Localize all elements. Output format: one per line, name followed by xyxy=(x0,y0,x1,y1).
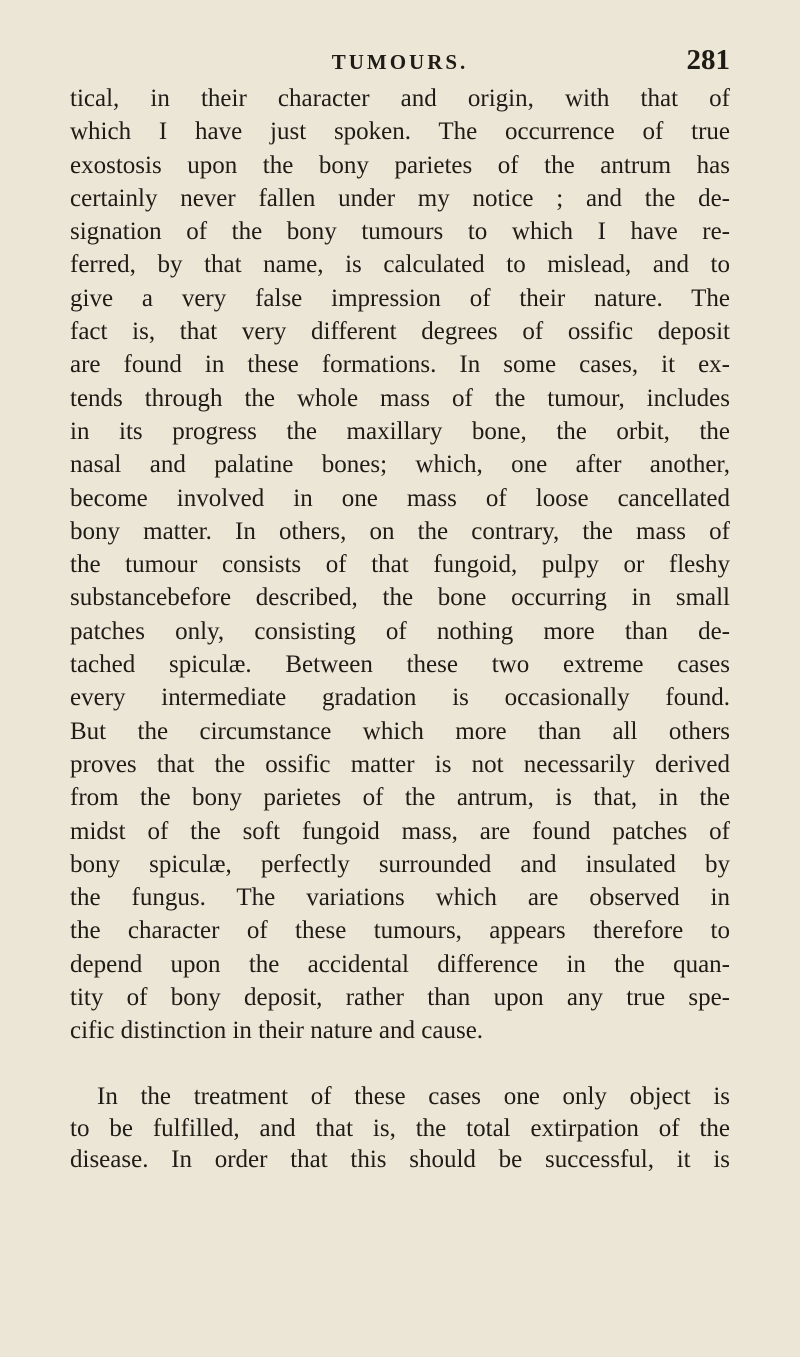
text-line: the character of these tumours, appears therefore to xyxy=(70,917,730,945)
text-line: certainly never fallen under my notice ; and the de- xyxy=(70,184,730,212)
page-number: 281 xyxy=(686,44,730,76)
text-line: are found in these formations. In some cases, it ex- xyxy=(70,351,730,379)
text-line: tity of bony deposit, rather than upon any true spe- xyxy=(70,984,730,1012)
text-line: tical, in their character and origin, with that of xyxy=(70,85,730,112)
text-line: In the treatment of these cases one only object is xyxy=(97,1083,730,1110)
text-line: disease. In order that this should be successful, it is xyxy=(70,1146,730,1173)
text-line: the tumour consists of that fungoid, pulpy or fleshy xyxy=(70,551,730,579)
text-line: which I have just spoken. The occurrence of true xyxy=(70,118,730,146)
text-line: from the bony parietes of the antrum, is that, in the xyxy=(70,784,730,812)
text-line: the fungus. The variations which are observed in xyxy=(70,884,730,912)
text-line: give a very false impression of their nature. The xyxy=(70,284,730,312)
running-head xyxy=(70,44,730,78)
text-line: to be fulfilled, and that is, the total extirpation of the xyxy=(70,1114,730,1142)
text-line: But the circumstance which more than all others xyxy=(70,717,730,745)
text-line: exostosis upon the bony parietes of the antrum has xyxy=(70,151,730,179)
text-line: bony spiculæ, perfectly surrounded and insulated by xyxy=(70,850,730,878)
text-line: bony matter. In others, on the contrary, the mass of xyxy=(70,517,730,545)
paragraph xyxy=(70,82,730,1048)
text-line: signation of the bony tumours to which I have re- xyxy=(70,218,730,246)
text-line: become involved in one mass of loose cancellated xyxy=(70,484,730,512)
text-line: ferred, by that name, is calculated to mislead, and to xyxy=(70,251,730,279)
text-line: depend upon the accidental difference in the quan- xyxy=(70,950,730,978)
text-line: in its progress the maxillary bone, the orbit, the xyxy=(70,417,730,445)
text-line: midst of the soft fungoid mass, are found patches of xyxy=(70,817,730,845)
text-line: fact is, that very different degrees of ossific deposit xyxy=(70,318,730,346)
text-line: tends through the whole mass of the tumour, includes xyxy=(70,384,730,412)
text-line: every intermediate gradation is occasionally found. xyxy=(70,684,730,712)
text-line: nasal and palatine bones; which, one after another, xyxy=(70,451,730,479)
text-line: proves that the ossific matter is not necessarily derived xyxy=(70,750,730,778)
text-line: patches only, consisting of nothing more than de- xyxy=(70,617,730,645)
running-title: TUMOURS. xyxy=(331,50,469,74)
text-line: substancebefore described, the bone occurring in small xyxy=(70,584,730,612)
text-line: cific distinction in their nature and cause. xyxy=(70,1017,484,1045)
paragraph xyxy=(70,1081,730,1176)
text-line: tached spiculæ. Between these two extreme cases xyxy=(70,651,730,679)
